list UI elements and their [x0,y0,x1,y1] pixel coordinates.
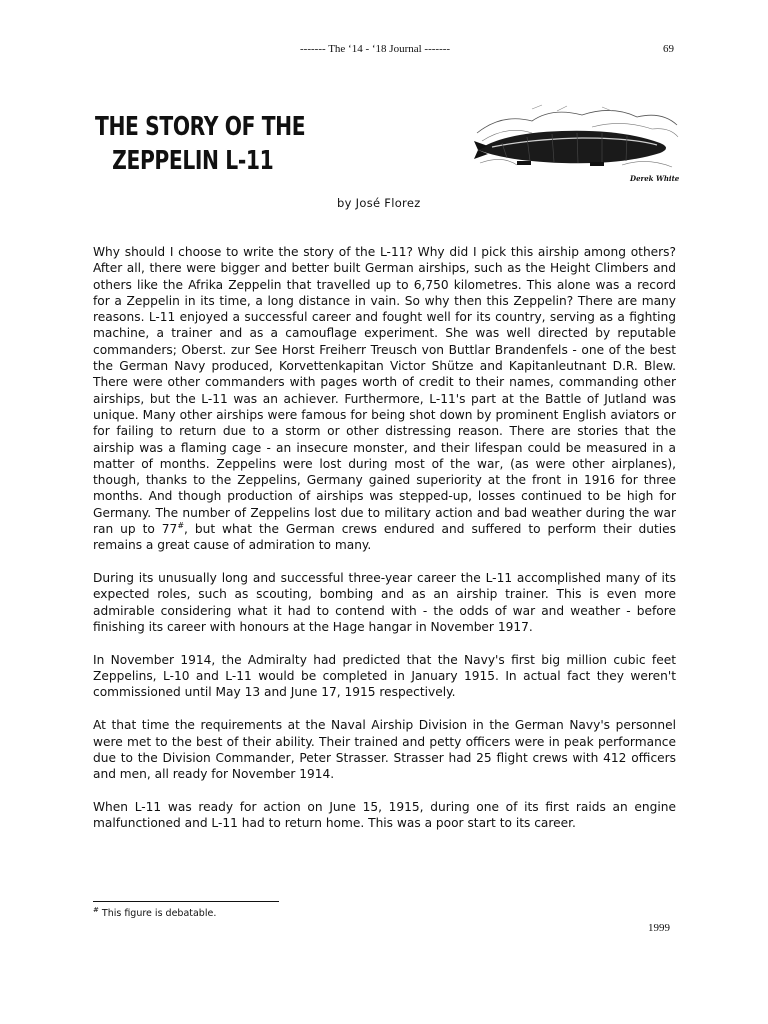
paragraph-1-text: Why should I choose to write the story of the L-11? Why did I pick this airship among others? After all, there were bigger and better built German airships, such as the Height Climbers and others like the Afrika Zeppelin that travelled up to 6,750 kilometres. This alone was a record for a Zeppelin in its time, a long distance in vain. So why then this Zeppelin? There are many reasons. L-11 enjoyed a successful career and fought well for its country, serving as a fighting machine, a trainer and as a camouflage experiment. She was well directed by reputable commanders; Oberst. zur See Horst Freiherr Treusch von Buttlar Brandenfels - one of the best the German Navy produced, Korvettenkapitan Victor Shütze and Kapitanleutnant D.R. Blew. There were other commanders with pages worth of credit to their names, commanding other airships, but the L-11 was an achiever. Furthermore, L-11's part at the Battle of Jutland was unique. Many other airships were famous for being shot down by prominent English aviators or for failing to return due to a storm or other distressing reason. There are stories that the airship was a flaming cage - an insecure monster, and their lifespan could be measured in a matter of months. Zeppelins were lost during most of the war, (as were other airplanes), though, thanks to the Zeppelins, Germany gained superiority at the front in 1916 for three months. And though production of airships was stepped-up, losses continued to be high for Germany. The number of Zeppelins lost due to military action and bad weather during the war ran up to 77 [93,245,676,537]
paragraph-2: During its unusually long and successful three-year career the L-11 accomplished many of its expected roles, such as scouting, bombing and as an airship trainer. This is even more admirable considering what it had to contend with - the odds of war and weather - before finishing its career with honours at the Hage hangar in November 1917. [93,571,676,635]
paragraph-1 [93,244,676,554]
paragraph-4: At that time the requirements at the Naval Airship Division in the German Navy's personnel were met to the best of their ability. Their trained and petty officers were in peak performance due to the Division Commander, Peter Strasser. Strasser had 25 flight crews with 412 officers and men, all ready for November 1914. [93,718,676,782]
journal-title: ------- The ‘14 - ‘18 Journal ------- [300,43,451,55]
paragraph-3: In November 1914, the Admiralty had predicted that the Navy's first big million cubic feet Zeppelins, L-10 and L-11 would be completed in January 1915. In actual fact they weren't commissioned until May 13 and June 17, 1915 respectively. [93,652,676,700]
publication-year: 1999 [648,922,670,934]
footnote-marker: # [177,520,185,530]
title-line-2: ZEPPELIN L-11 [112,146,274,176]
artist-signature: Derek White [630,174,680,183]
footnote-mark: # [93,905,99,914]
zeppelin-illustration [472,103,682,186]
article-title [95,110,305,178]
title-line-1: THE STORY OF THE [95,112,306,142]
page-number: 69 [663,43,674,55]
byline: by José Florez [337,196,421,210]
footnote-divider [93,901,279,902]
paragraph-5: When L-11 was ready for action on June 15, 1915, during one of its first raids an engine malfunctioned and L-11 had to return home. This was a poor start to its career. [93,799,676,831]
article-body [93,244,676,848]
footnote-text: This figure is debatable. [98,908,217,919]
footnote [93,905,217,919]
paragraph-1-text-end: , but what the German crews endured and suffered to perform their duties remains a great cause of admiration to many. [93,522,677,553]
